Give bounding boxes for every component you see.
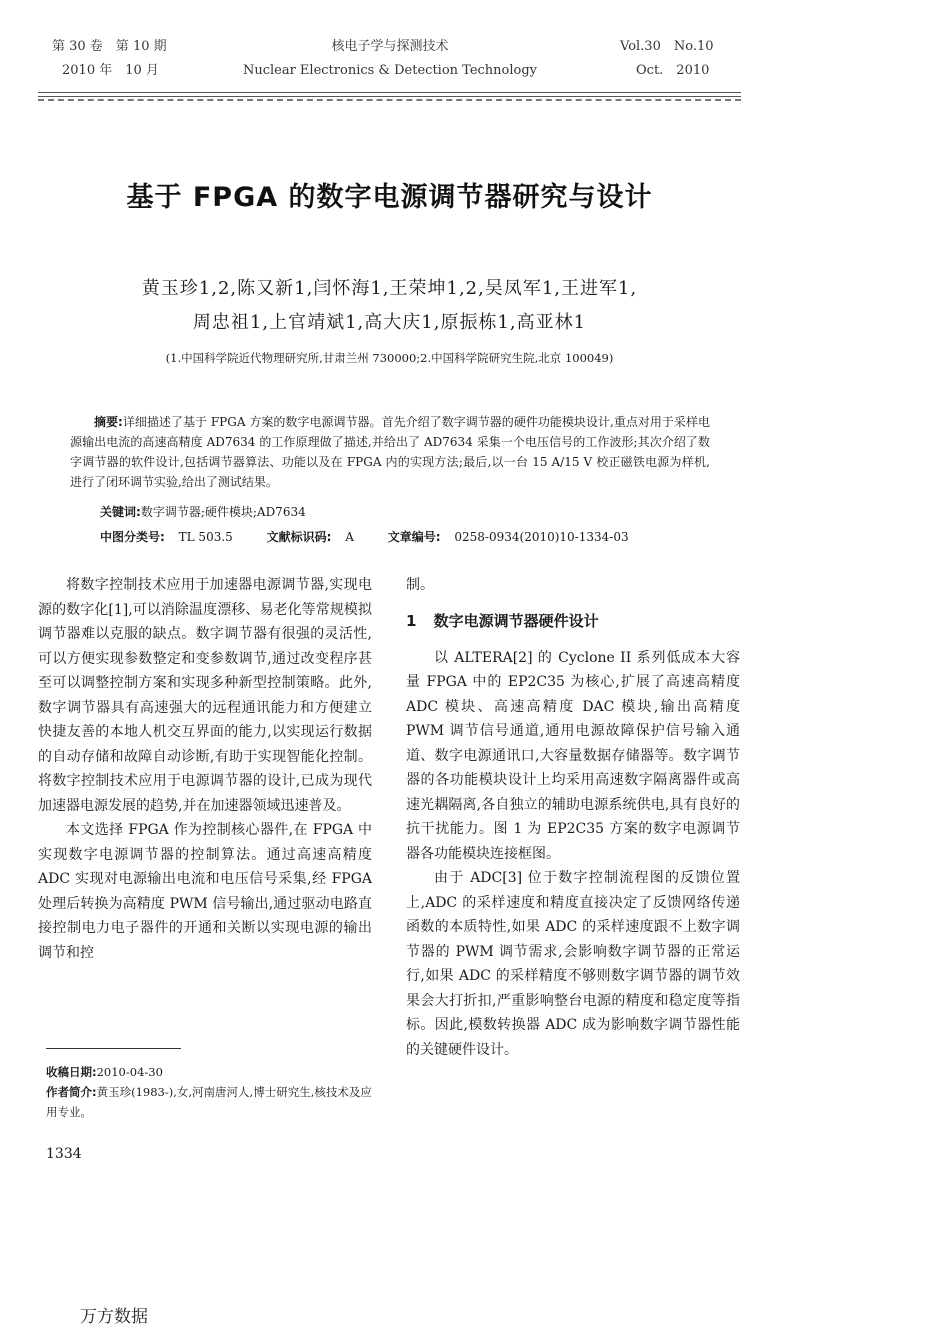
author-bio: 黄玉珍(1983-),女,河南唐河人,博士研究生,核技术及应用专业。 (46, 1085, 372, 1119)
body-paragraph-cont: 制。 (406, 577, 434, 593)
clc-value: TL 503.5 (178, 530, 233, 544)
abstract (70, 412, 710, 492)
section-number: 1 (406, 611, 417, 630)
right-column (406, 573, 740, 1062)
header-rule (38, 92, 741, 97)
journal-name-en: Nuclear Electronics & Detection Technology (242, 63, 538, 78)
body-paragraph: 由于 ADC[3] 位于数字控制流程图的反馈位置上,ADC 的采样速度和精度直接决定了反馈网络传递函数的本质特性,如果 ADC 的采样速度跟不上数字调节器的 PWM 调节需求,会影响数字调节器的正常运行,如果 ADC 的采样精度不够则数字调节器的调节效果会大打折扣,严重影响整台电源的精度和稳定度等指标。因此,模数转换器 ADC 成为影响数字调节器性能的关键硬件设计。 (406, 870, 740, 1058)
section-heading (406, 610, 740, 632)
body-paragraph: 本文选择 FPGA 作为控制核心器件,在 FPGA 中实现数字电源调节器的控制算法。通过高速高精度 ADC 实现对电源输出电流和电压信号采集,经 FPGA 处理后转换为高精度 PWM 信号输出,通过驱动电路直接控制电力电子器件的开通和关断以实现电源的输出调节和控 (38, 822, 372, 961)
clc-label: 中图分类号: (100, 530, 165, 544)
paper-title: 基于 FPGA 的数字电源调节器研究与设计 (126, 182, 653, 213)
left-column (38, 573, 372, 965)
received-date: 2010-04-30 (96, 1065, 163, 1079)
doc-code-label: 文献标识码: (266, 530, 332, 544)
header-rule-dashed (38, 99, 741, 101)
authors-line-2: 周忠祖1,上官靖斌1,高大庆1,原振栋1,高亚林1 (192, 312, 587, 333)
doc-code-value: A (345, 530, 354, 544)
article-no-label: 文章编号: (387, 530, 441, 544)
abstract-text: 详细描述了基于 FPGA 方案的数字电源调节器。首先介绍了数字调节器的硬件功能模块设计,重点对用于采样电源输出电流的高速高精度 AD7634 的工作原理做了描述,并给出了 AD7634 采集一个电压信号的工作波形;其次介绍了数字调节器的软件设计,包括调节器算法、功能以及在 FPGA 内的实现方法;最后,以一台 15 A/15 V 校正磁铁电源为样机,进行了闭环调节实验,给出了测试结果。 (70, 415, 710, 489)
authors-line-1: 黄玉珍1,2,陈又新1,闫怀海1,王荣坤1,2,吴凤军1,王进军1, (141, 278, 638, 299)
keywords-text: 数字调节器;硬件模块;AD7634 (140, 505, 306, 519)
journal-name-cn: 核电子学与探测技术 (331, 39, 449, 54)
keywords-label: 关键词: (100, 505, 141, 519)
journal-date-en: Oct. 2010 (636, 63, 710, 78)
keywords (100, 502, 306, 522)
body-paragraph: 以 ALTERA[2] 的 Cyclone II 系列低成本大容量 FPGA 中的 EP2C35 为核心,扩展了高速高精度 ADC 模块、高速高精度 DAC 模块,输出高精度 PWM 调节信号通道,通用电源故障保护信号输入通道、数字电源通讯口,大容量数据存储器等。数字调节器的各功能模块设计上均采用高速数字隔离器件或高速光耦隔离,各自独立的辅助电源系统供电,具有良好的抗干扰能力。图 1 为 EP2C35 方案的数字电源调节器各功能模块连接框图。 (406, 649, 740, 862)
article-no-value: 0258-0934(2010)10-1334-03 (454, 530, 629, 544)
section-title: 数字电源调节器硬件设计 (433, 611, 599, 630)
page-number: 1334 (46, 1146, 82, 1162)
journal-date: 2010 年 10 月 (62, 63, 159, 78)
received-label: 收稿日期: (46, 1065, 97, 1079)
abstract-label: 摘要: (94, 415, 123, 429)
body-paragraph: 将数字控制技术应用于加速器电源调节器,实现电源的数字化[1],可以消除温度漂移、易老化等常规模拟调节器难以克服的缺点。数字调节器有很强的灵活性,可以方便实现参数整定和变参数调节,通过改变程序甚至可以调整控制方案和实现多种新型控制策略。此外,数字调节器具有高速强大的远程通讯能力和方便建立快捷友善的本地人机交互界面的能力,以实现运行数据的自动存储和故障自动诊断,有助于实现智能化控制。将数字控制技术应用于电源调节器的设计,已成为现代加速器电源发展的趋势,并在加速器领域迅速普及。 (38, 577, 372, 814)
watermark: 万方数据 (80, 1307, 148, 1327)
journal-volume-issue: 第 30 卷 第 10 期 (52, 39, 167, 54)
affiliation: (1.中国科学院近代物理研究所,甘肃兰州 730000;2.中国科学院研究生院,北京 100049) (165, 351, 614, 365)
footnote-rule (46, 1048, 181, 1049)
author-bio-label: 作者简介: (46, 1085, 97, 1099)
footnote (46, 1062, 376, 1122)
classification-line (100, 527, 629, 547)
journal-volume-en: Vol.30 No.10 (620, 39, 714, 54)
